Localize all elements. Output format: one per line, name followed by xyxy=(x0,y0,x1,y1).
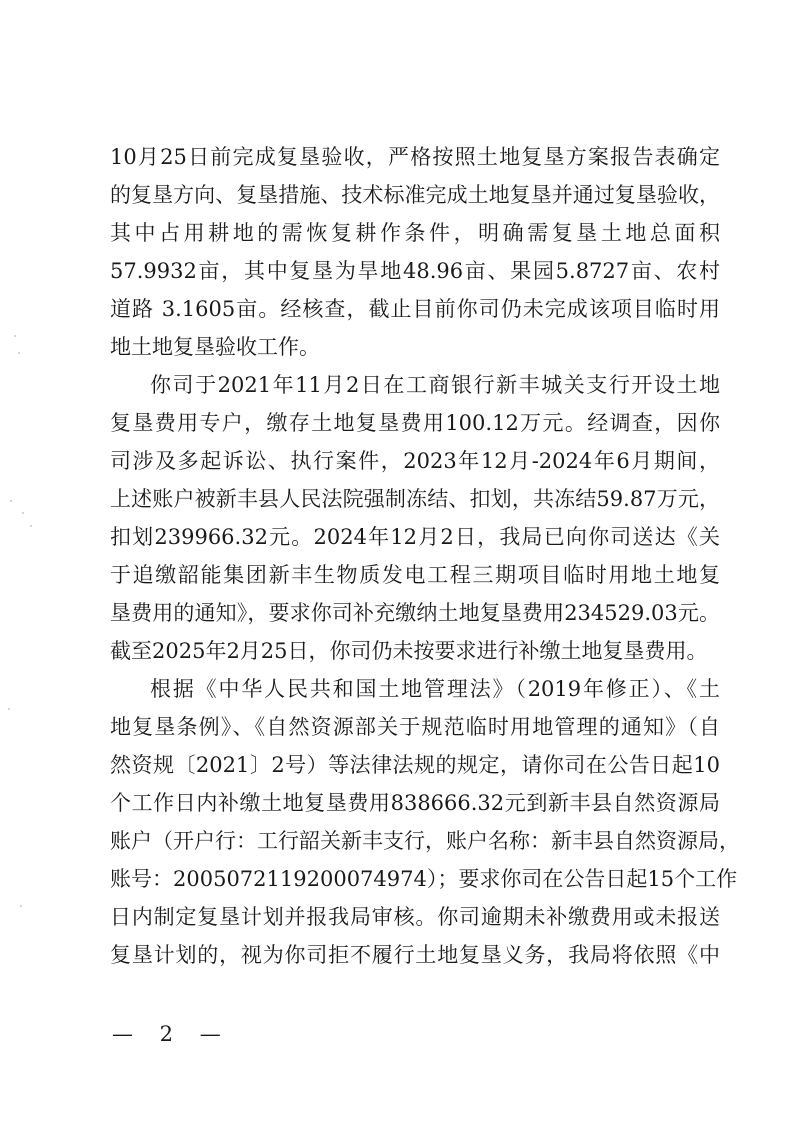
paragraph-2-line-3: 司涉及多起诉讼、执行案件，2023年12月-2024年6月期间， xyxy=(110,449,720,473)
paragraph-2-line-7: 垦费用的通知》，要求你司补充缴纳土地复垦费用234529.03元。 xyxy=(110,601,720,625)
scan-artifact xyxy=(14,335,16,337)
scan-artifact xyxy=(18,352,20,354)
paragraph-1-line-5: 道路 3.1605亩。经核查，截止目前你司仍未完成该项目临时用 xyxy=(110,297,720,321)
paragraph-2-line-1: 你司于2021年11月2日在工商银行新丰城关支行开设土地 xyxy=(150,373,720,397)
paragraph-2-line-6: 于追缴韶能集团新丰生物质发电工程三期项目临时用地土地复 xyxy=(110,563,720,587)
paragraph-3-line-3: 然资规〔2021〕2号）等法律法规的规定，请你司在公告日起10 xyxy=(110,753,720,777)
paragraph-1-line-6: 地土地复垦验收工作。 xyxy=(110,335,320,359)
scan-artifact xyxy=(30,525,32,527)
paragraph-3-line-4: 个工作日内补缴土地复垦费用838666.32元到新丰县自然资源局 xyxy=(110,791,720,815)
scan-artifact xyxy=(22,512,24,514)
paragraph-1-line-4: 57.9932亩，其中复垦为旱地48.96亩、果园5.8727亩、农村 xyxy=(110,259,720,283)
paragraph-3-line-5: 账户（开户行：工行韶关新丰支行，账户名称：新丰县自然资源局， xyxy=(110,829,740,853)
scan-artifact xyxy=(20,905,22,907)
paragraph-2-line-8: 截至2025年2月25日，你司仍未按要求进行补缴土地复垦费用。 xyxy=(110,639,708,663)
paragraph-3-line-8: 复垦计划的，视为你司拒不履行土地复垦义务，我局将依照《中 xyxy=(110,943,720,967)
paragraph-3-line-1: 根据《中华人民共和国土地管理法》（2019年修正）、《土 xyxy=(150,677,720,701)
page-number: — 2 — xyxy=(112,1022,231,1046)
paragraph-1-line-3: 其中占用耕地的需恢复耕作条件，明确需复垦土地总面积 xyxy=(110,221,720,245)
paragraph-2-line-2: 复垦费用专户，缴存土地复垦费用100.12万元。经调查，因你 xyxy=(110,411,720,435)
scan-artifact xyxy=(10,500,12,502)
paragraph-2-line-5: 扣划239966.32元。2024年12月2日，我局已向你司送达《关 xyxy=(110,525,720,549)
scan-artifact xyxy=(8,708,10,710)
paragraph-1-line-2: 的复垦方向、复垦措施、技术标准完成土地复垦并通过复垦验收， xyxy=(110,183,720,207)
paragraph-3-line-2: 地复垦条例》、《自然资源部关于规范临时用地管理的通知》（自 xyxy=(110,715,720,739)
paragraph-1-line-1: 10月25日前完成复垦验收，严格按照土地复垦方案报告表确定 xyxy=(110,145,720,169)
paragraph-3-line-6: 账号：2005072119200074974）；要求你司在公告日起15个工作 xyxy=(110,867,738,891)
paragraph-3-line-7: 日内制定复垦计划并报我局审核。你司逾期未补缴费用或未报送 xyxy=(110,905,720,929)
paragraph-2-line-4: 上述账户被新丰县人民法院强制冻结、扣划，共冻结59.87万元， xyxy=(110,487,720,511)
